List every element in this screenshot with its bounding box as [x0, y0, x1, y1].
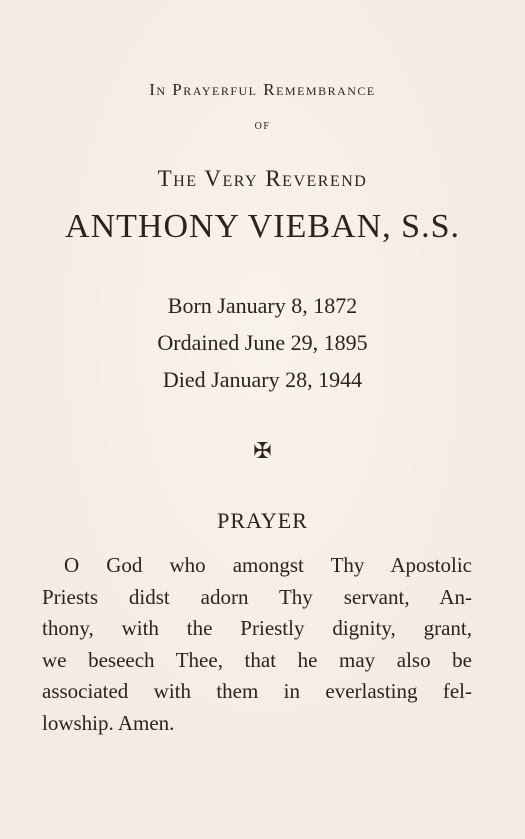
- life-dates: [0, 287, 525, 398]
- ordained-date: Ordained June 29, 1895: [157, 330, 368, 355]
- prayer-title: PRAYER: [217, 508, 308, 533]
- prayer-line: associated with them in everlasting fel-: [42, 679, 472, 703]
- prayer-line: we beseech Thee, that he may also be: [42, 647, 472, 672]
- of-heading: of: [254, 118, 271, 133]
- remembrance-heading: In Prayerful Remembrance: [149, 80, 376, 99]
- born-date: Born January 8, 1872: [167, 293, 358, 318]
- prayer-text: [42, 550, 472, 739]
- reverend-title: The Very Reverend: [157, 166, 368, 191]
- prayer-line: thony, with the Priestly dignity, grant,: [42, 616, 472, 640]
- died-date: Died January 28, 1944: [162, 367, 363, 392]
- prayer-line: O God who amongst Thy Apostolic: [64, 553, 472, 577]
- prayer-line: lowship. Amen.: [42, 710, 175, 735]
- honoree-name: ANTHONY VIEBAN, S.S.: [65, 208, 460, 245]
- prayer-line: Priests didst adorn Thy servant, An-: [42, 584, 472, 609]
- cross-ornament-icon: ✠: [253, 438, 272, 463]
